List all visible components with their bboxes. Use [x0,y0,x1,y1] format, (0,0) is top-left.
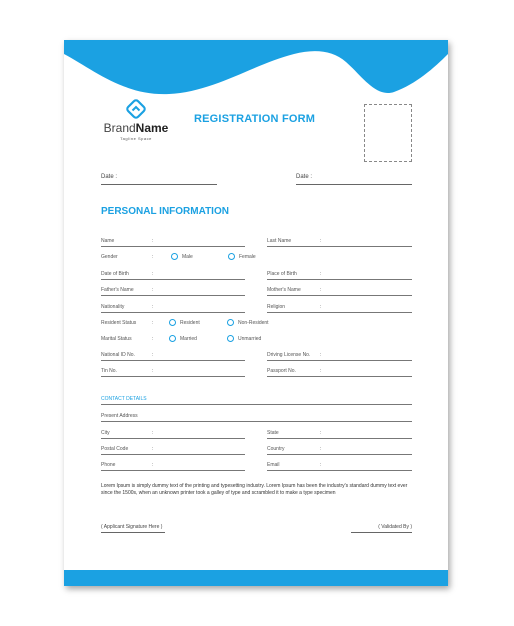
resident-radio[interactable]: Resident [169,319,200,326]
national-id-field[interactable]: National ID No. : [101,352,245,364]
name-field[interactable]: Name : [101,238,245,250]
tin-field[interactable]: Tin No. : [101,368,245,380]
mother-name-field[interactable]: Mother's Name : [267,287,412,299]
date-field-right[interactable]: Date : [296,174,412,180]
dob-field[interactable]: Date of Birth : [101,271,245,283]
brand-name: BrandName [103,121,169,135]
contact-details-title: CONTACT DETAILS [101,396,147,402]
contact-divider [101,404,412,405]
description-paragraph: Lorem Ipsum is simply dummy text of the printing and typesetting industry. Lorem Ipsum has been the industry's standard dummy text ever since the 1500s, when an unknown printer took a galley of type and scrambled it to make a type specimen [101,483,408,496]
pob-field[interactable]: Place of Birth : [267,271,412,283]
religion-field[interactable]: Religion : [267,304,412,316]
state-field[interactable]: State : [267,430,412,442]
gender-field: Gender : Male Female [101,253,256,260]
brand-logo [101,98,171,141]
photo-placeholder[interactable] [364,104,412,162]
unmarried-radio[interactable]: Unmarried [227,335,261,342]
brand-icon [125,98,147,120]
section-title-personal: PERSONAL INFORMATION [101,206,229,217]
present-address-field[interactable]: Present Address [101,413,412,425]
validated-by-signature[interactable]: ( Validated By ) [351,524,412,530]
resident-status-field: Resident Status : Resident Non-Resident [101,319,269,326]
applicant-signature[interactable]: ( Applicant Signature Here ) [101,524,165,530]
form-title: REGISTRATION FORM [194,113,316,125]
passport-field[interactable]: Passport No. : [267,368,412,380]
nationality-field[interactable]: Nationality : [101,304,245,316]
footer-bar [64,570,448,586]
postal-code-field[interactable]: Postal Code : [101,446,245,458]
phone-field[interactable]: Phone : [101,462,245,474]
country-field[interactable]: Country : [267,446,412,458]
marital-status-field: Marital Status : Married Unmarried [101,335,262,342]
driving-license-field[interactable]: Driving License No. : [267,352,412,364]
date-field-left[interactable]: Date : [101,174,217,180]
registration-form-sheet [64,40,448,586]
last-name-field[interactable]: Last Name : [267,238,412,250]
married-radio[interactable]: Married [169,335,197,342]
brand-tagline: Tagline Space [120,136,152,141]
father-name-field[interactable]: Father's Name : [101,287,245,299]
gender-male-radio[interactable]: Male [171,253,193,260]
non-resident-radio[interactable]: Non-Resident [227,319,269,326]
gender-female-radio[interactable]: Female [228,253,256,260]
city-field[interactable]: City : [101,430,245,442]
email-field[interactable]: Email : [267,462,412,474]
